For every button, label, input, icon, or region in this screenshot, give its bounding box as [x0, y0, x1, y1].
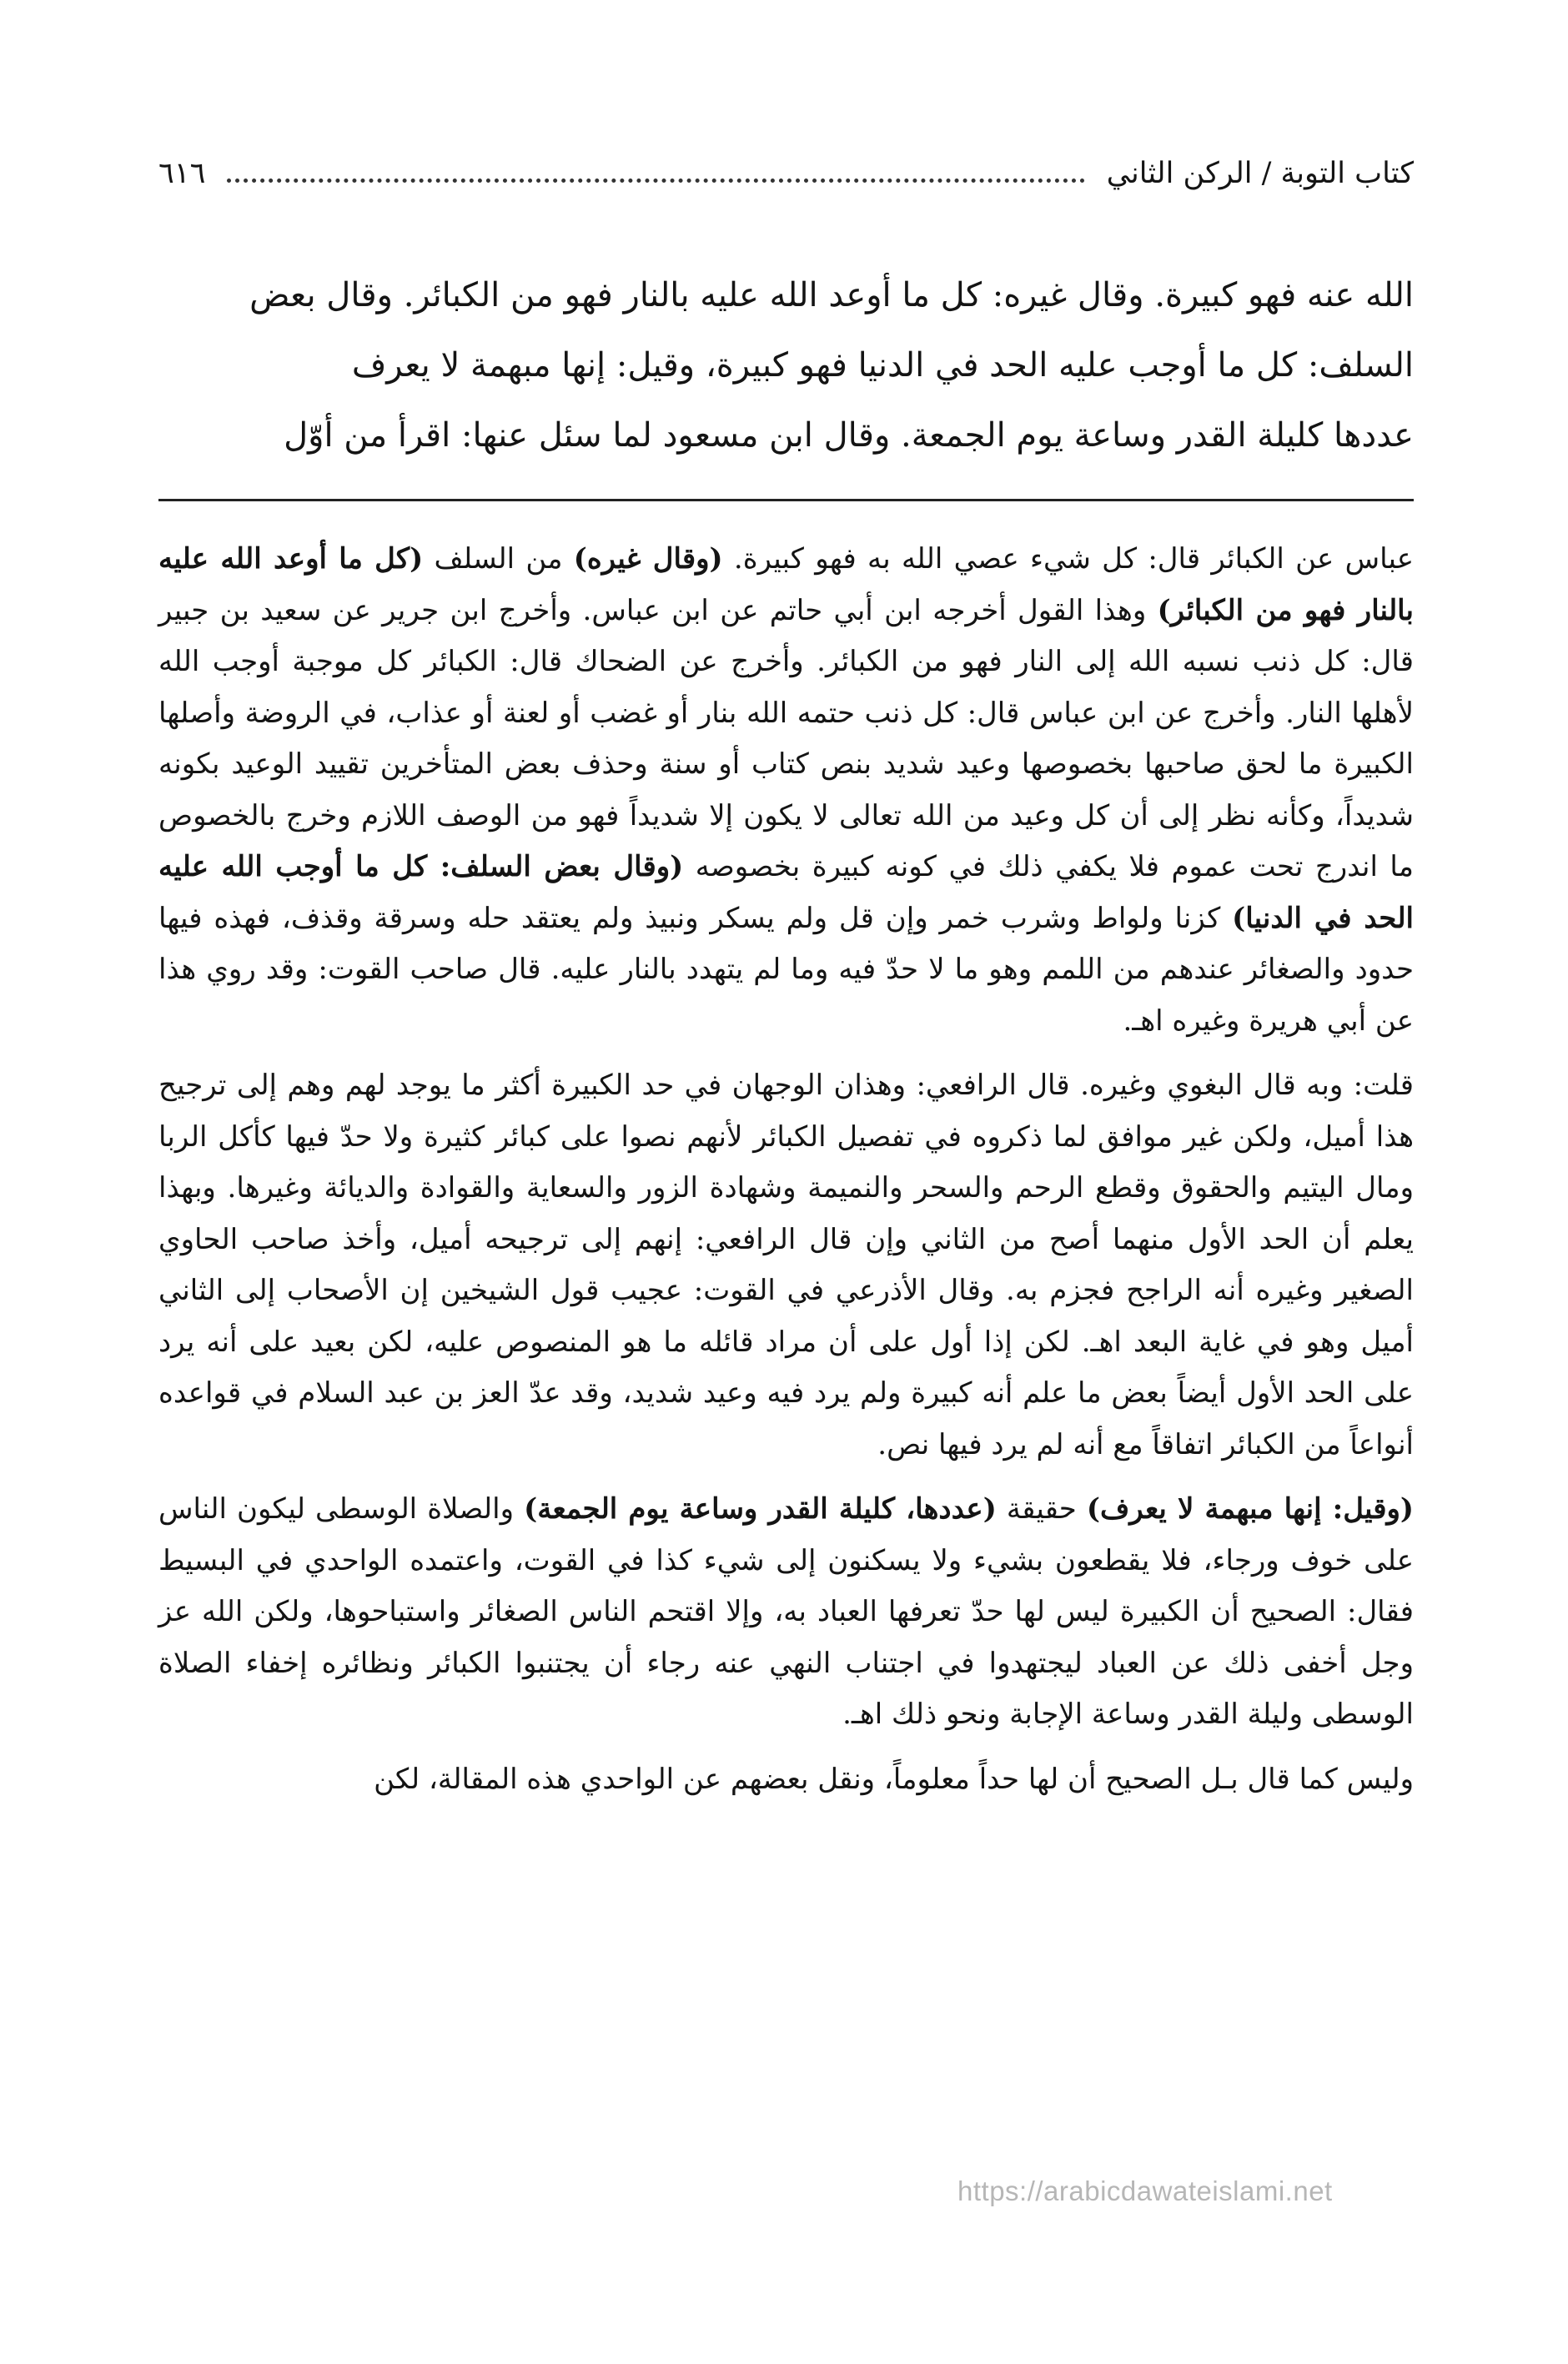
book-page — [158, 0, 1414, 2364]
commentary-text — [158, 534, 1414, 1818]
main-text-line: السلف: كل ما أوجب عليه الحد في الدنيا فهو كبيرة، وقيل: إنها مبهمة لا يعرف — [351, 346, 1414, 385]
quoted-matn: (عددها، كليلة القدر وساعة يوم الجمعة) — [524, 1492, 997, 1526]
quoted-matn: (وقال بعض السلف: كل ما أوجب الله عليه الحد في الدنيا) — [158, 850, 1414, 935]
main-text-line: عددها كليلة القدر وساعة يوم الجمعة. وقال ابن مسعود لما سئل عنها: اقرأ من أوّل — [284, 416, 1414, 455]
quoted-matn: (كل ما أوعد الله عليه بالنار فهو من الكبائر) — [158, 542, 1414, 627]
commentary-text-run: من السلف — [423, 542, 574, 576]
commentary-paragraph — [158, 1484, 1414, 1741]
dotted-leader — [227, 179, 1084, 183]
commentary-text-run: حقيقة — [996, 1492, 1087, 1526]
commentary-text-run: كزنا ولواط وشرب خمر وإن قل ولم يسكر ونبيذ ولم يعتقد حله وسرقة وقذف، فهذه فيها حدود والصغائر عندهم من اللمم وهو ما لا حدّ فيه وما لم يتهدد بالنار عليه. قال صاحب القوت: وقد روي هذا عن أبي هريرة وغيره اهـ. — [158, 901, 1414, 1038]
watermark-url: https://arabicdawateislami.net — [957, 2175, 1333, 2206]
commentary-paragraph: وليس كما قال بـل الصحيح أن لها حداً معلوماً، ونقل بعضهم عن الواحدي هذه المقالة، لكن — [374, 1762, 1414, 1796]
running-head — [158, 148, 1414, 199]
commentary-text-run: وهذا القول أخرجه ابن أبي حاتم عن ابن عباس. وأخرج ابن جرير عن سعيد بن جبير قال: كل ذنب نسبه الله إلى النار فهو من الكبائر. وأخرج عن الضحاك قال: الكبائر كل موجبة أوجب الله لأهلها النار. وأخرج عن ابن عباس قال: كل ذنب حتمه الله بنار أو غضب أو لعنة أو عذاب، في الروضة وأصلها الكبيرة ما لحق صاحبها بخصوصها وعيد شديد بنص كتاب أو سنة وحذف بعض المتأخرين تقييد الوعيد بكونه شديداً، وكأنه نظر إلى أن كل وعيد من الله تعالى لا يكون إلا شديداً فهو من الوصف اللازم وخرج بالخصوص ما اندرج تحت عموم فلا يكفي ذلك في كونه كبيرة بخصوصه — [158, 593, 1414, 883]
page-number: ٦١٦ — [158, 157, 206, 190]
quoted-matn: (وقيل: إنها مبهمة لا يعرف) — [1086, 1492, 1414, 1526]
commentary-text-run: والصلاة الوسطى ليكون الناس على خوف ورجاء، فلا يقطعون بشيء ولا يسكنون إلى شيء كذا في القوت، واعتمده الواحدي في البسيط فقال: الصحيح أن الكبيرة ليس لها حدّ تعرفها العباد به، وإلا اقتحم الناس الصغائر واستباحوها، ولكن الله عز وجل أخفى ذلك عن العباد ليجتهدوا في اجتناب النهي عنه رجاء أن يجتنبوا الكبائر ونظائره إخفاء الصلاة الوسطى وليلة القدر وساعة الإجابة ونحو ذلك اهـ. — [158, 1492, 1414, 1731]
main-text-line: الله عنه فهو كبيرة. وقال غيره: كل ما أوعد الله عليه بالنار فهو من الكبائر. وقال بعض — [249, 276, 1414, 314]
commentary-paragraph — [158, 534, 1414, 1047]
commentary-paragraph: قلت: وبه قال البغوي وغيره. قال الرافعي: وهذان الوجهان في حد الكبيرة أكثر ما يوجد لهم وهم إلى ترجيح هذا أميل، ولكن غير موافق لما ذكروه في تفصيل الكبائر لأنهم نصوا على كبائر كثيرة ولا حدّ فيها كأكل الربا ومال اليتيم والحقوق وقطع الرحم والسحر والنميمة وشهادة الزور والسعاية والقوادة والديائة وغيرها. وبهذا يعلم أن الحد الأول منهما أصح من الثاني وإن قال الرافعي: إنهم إلى ترجيحه أميل، وأخذ صاحب الحاوي الصغير وغيره أنه الراجح فجزم به. وقال الأذرعي في القوت: عجيب قول الشيخين إن الأصحاب إلى الثاني أميل وهو في غاية البعد اهـ. لكن إذا أول على أن مراد قائله ما هو المنصوص عليه، لكن بعيد على أنه يرد على الحد الأول أيضاً بعض ما علم أنه كبيرة ولم يرد فيه وعيد شديد، وقد عدّ العز بن عبد السلام في قواعده أنواعاً من الكبائر اتفاقاً مع أنه لم يرد فيها نص. — [158, 1069, 1415, 1461]
separator-rule — [158, 499, 1414, 501]
quoted-matn: (وقال غيره) — [573, 542, 723, 576]
main-text — [158, 260, 1414, 470]
running-head-title: كتاب التوبة / الركن الثاني — [1106, 157, 1414, 190]
commentary-text-run: عباس عن الكبائر قال: كل شيء عصي الله به فهو كبيرة. — [722, 542, 1415, 576]
